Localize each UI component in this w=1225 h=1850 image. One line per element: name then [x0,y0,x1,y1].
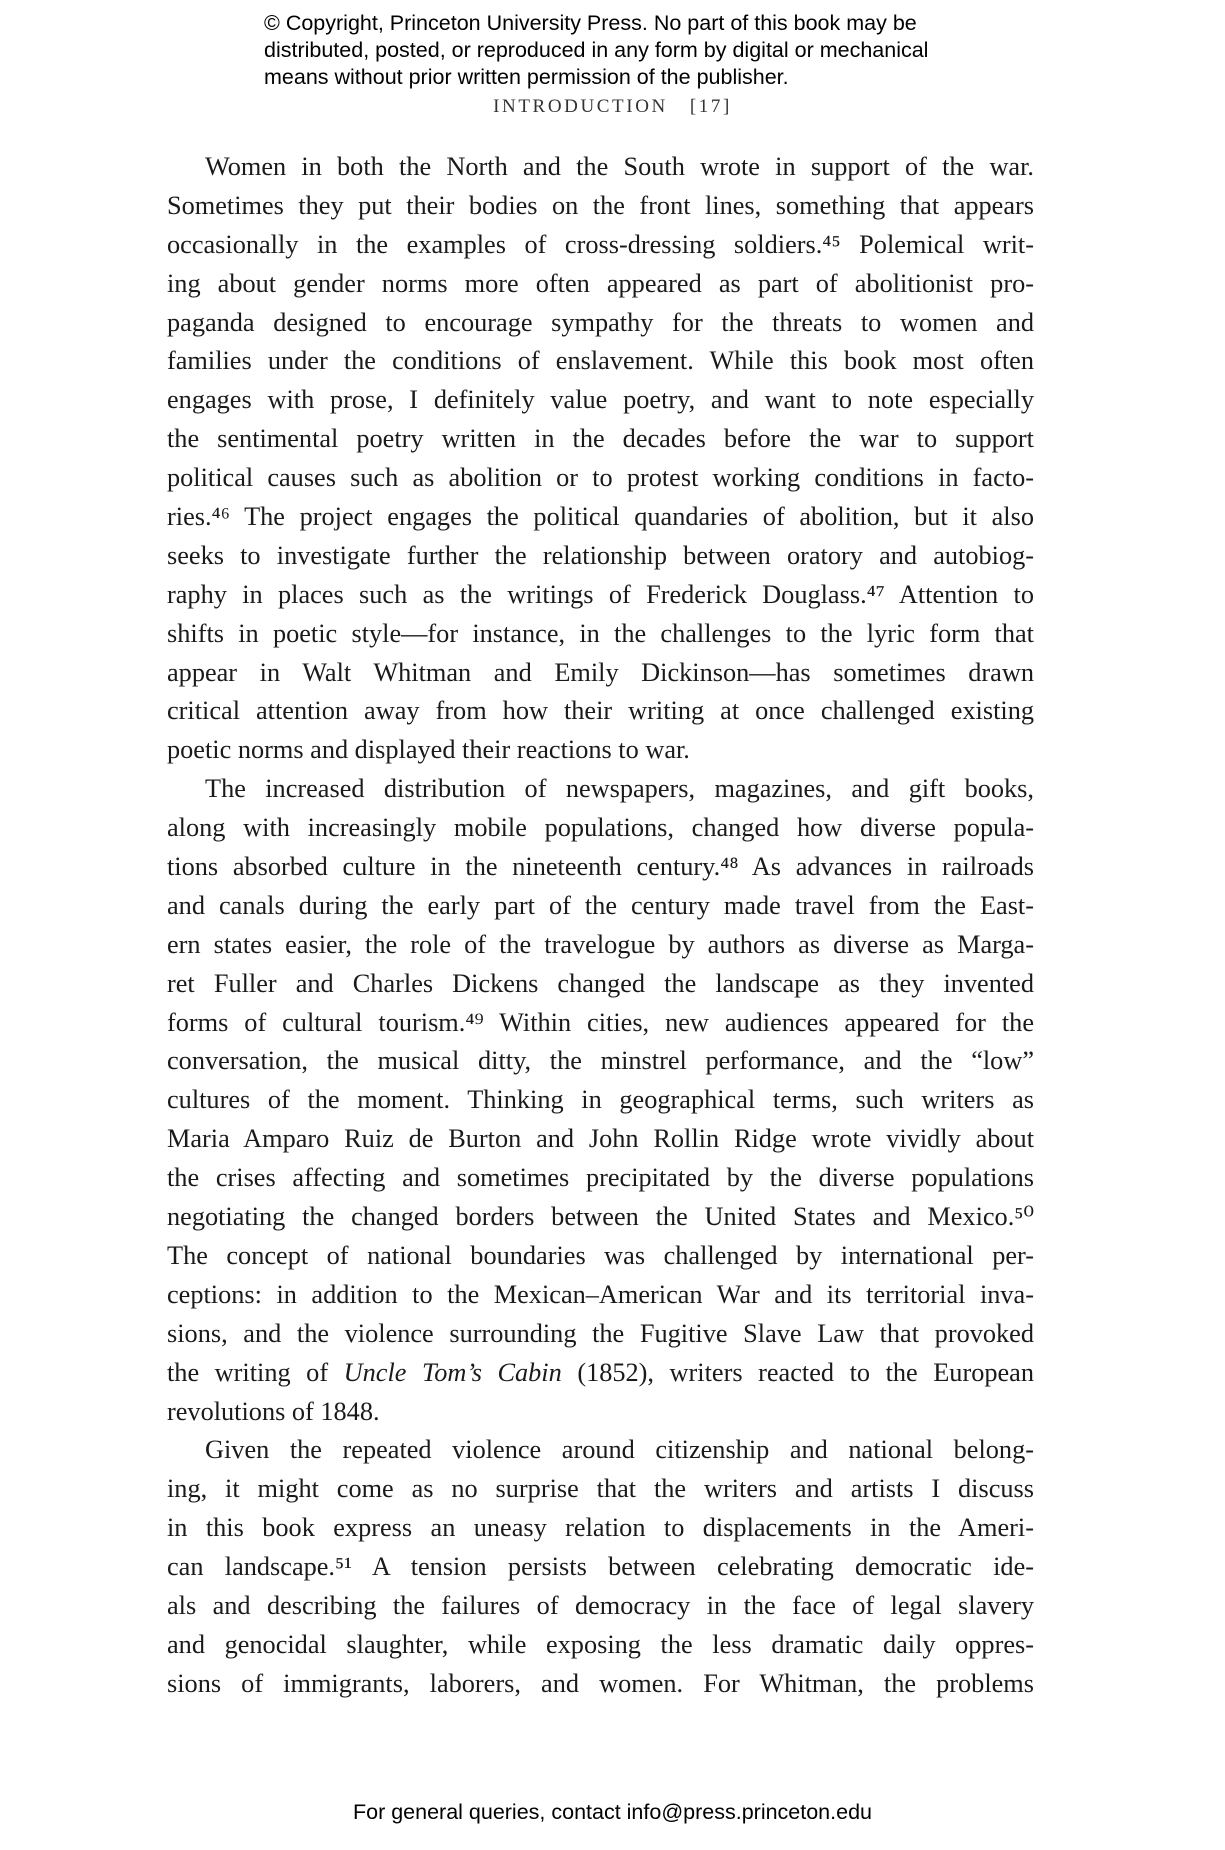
copyright-notice [264,10,984,91]
text-fragment: (1852), writers reacted to the European [561,1357,1035,1387]
text-line: raphy in places such as the writings of Frederick Douglass.⁴⁷ Attention to [167,579,1034,609]
running-head-title: INTRODUCTION [493,96,668,117]
paragraph [167,770,1034,1431]
text-line: forms of cultural tourism.⁴⁹ Within cities, new audiences appeared for the [167,1007,1034,1037]
text-line: The concept of national boundaries was challenged by international per- [167,1240,1034,1270]
text-line: sions, and the violence surrounding the Fugitive Slave Law that provoked [167,1318,1034,1348]
text-line: along with increasingly mobile populations, changed how diverse popula- [167,813,1034,843]
text-line: ceptions: in addition to the Mexican–American War and its territorial inva- [167,1279,1034,1309]
text-line: ing about gender norms more often appeared as part of abolitionist pro- [167,268,1034,298]
text-line: ing, it might come as no surprise that the writers and artists I discuss [167,1474,1034,1504]
text-line: the crises affecting and sometimes precipitated by the diverse populations [167,1163,1034,1193]
text-line: critical attention away from how their writing at once challenged existing [167,696,1034,726]
text-line: conversation, the musical ditty, the minstrel performance, and the “low” [167,1046,1034,1076]
text-line: appear in Walt Whitman and Emily Dickinson—has sometimes drawn [167,657,1034,687]
book-title: Uncle Tom’s Cabin [343,1357,562,1387]
footer-contact: For general queries, contact info@press.princeton.edu [352,1800,872,1824]
copyright-line: distributed, posted, or reproduced in any form by digital or mechanical [264,38,929,62]
text-line: paganda designed to encourage sympathy for the threats to women and [167,307,1034,337]
text-line: negotiating the changed borders between the United States and Mexico.⁵⁰ [167,1202,1034,1232]
text-line: in this book express an uneasy relation to displacements in the Ameri- [167,1513,1034,1543]
text-line: seeks to investigate further the relationship between oratory and autobiog- [167,540,1034,570]
text-line: the sentimental poetry written in the decades before the war to support [167,424,1034,454]
body-text [167,148,1034,1704]
text-line: political causes such as abolition or to protest working conditions in facto- [167,463,1034,493]
text-line: shifts in poetic style—for instance, in the challenges to the lyric form that [167,618,1034,648]
text-line: occasionally in the examples of cross-dressing soldiers.⁴⁵ Polemical writ- [167,229,1034,259]
copyright-line: means without prior written permission of the publisher. [264,65,789,89]
text-line: and canals during the early part of the century made travel from the East- [167,890,1034,920]
text-line: ern states easier, the role of the travelogue by authors as diverse as Marga- [167,929,1034,959]
text-line: als and describing the failures of democracy in the face of legal slavery [167,1590,1034,1620]
page-number: [17] [689,96,732,117]
text-line: tions absorbed culture in the nineteenth century.⁴⁸ As advances in railroads [167,852,1034,882]
running-head [0,96,1225,118]
copyright-line: © Copyright, Princeton University Press. No part of this book may be [264,11,917,35]
text-line: ret Fuller and Charles Dickens changed the landscape as they invented [167,968,1034,998]
text-line: Women in both the North and the South wrote in support of the war. [205,152,1034,181]
text-line: cultures of the moment. Thinking in geographical terms, such writers as [167,1085,1034,1115]
text-line: poetic norms and displayed their reactions to war. [167,735,690,765]
text-line: sions of immigrants, laborers, and women. For Whitman, the problems [167,1668,1034,1698]
text-line: can landscape.⁵¹ A tension persists between celebrating democratic ide- [167,1552,1034,1582]
text-fragment: the writing of [167,1357,344,1387]
text-line: The increased distribution of newspapers, magazines, and gift books, [205,774,1034,804]
text-line: and genocidal slaughter, while exposing the less dramatic daily oppres- [167,1629,1034,1659]
text-line [167,1354,1034,1393]
text-line: Given the repeated violence around citizenship and national belong- [205,1435,1034,1465]
text-line: families under the conditions of enslavement. While this book most often [167,346,1034,376]
text-line: revolutions of 1848. [167,1396,380,1426]
paragraph [167,1431,1034,1703]
text-line: engages with prose, I definitely value poetry, and want to note especially [167,385,1034,415]
text-line: Sometimes they put their bodies on the front lines, something that appears [167,190,1034,220]
text-line: Maria Amparo Ruiz de Burton and John Rollin Ridge wrote vividly about [167,1124,1034,1154]
paragraph [167,148,1034,770]
text-line: ries.⁴⁶ The project engages the political quandaries of abolition, but it also [167,502,1034,532]
